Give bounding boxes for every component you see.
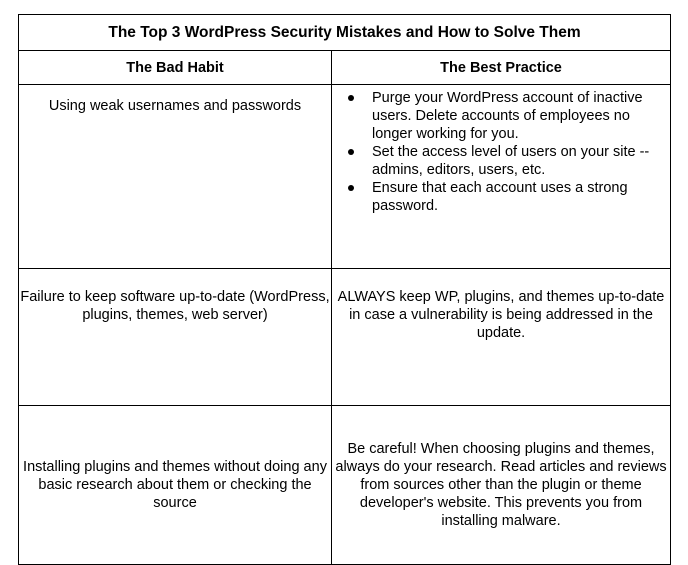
table-title: The Top 3 WordPress Security Mistakes and How to Solve Them bbox=[19, 15, 671, 51]
list-item bbox=[348, 143, 670, 179]
bad-habit-cell: Installing plugins and themes without doing any basic research about them or checking the source bbox=[19, 406, 332, 565]
table-row bbox=[19, 406, 671, 565]
bullet-icon bbox=[348, 185, 354, 191]
best-practice-list bbox=[332, 89, 670, 215]
list-item bbox=[348, 179, 670, 215]
table-header-row bbox=[19, 51, 671, 85]
best-practice-cell: ALWAYS keep WP, plugins, and themes up-to-date in case a vulnerability is being addressed in the update. bbox=[332, 269, 671, 406]
header-bad-habit: The Bad Habit bbox=[19, 51, 332, 85]
header-best-practice: The Best Practice bbox=[332, 51, 671, 85]
table-row bbox=[19, 85, 671, 269]
security-mistakes-table bbox=[18, 14, 671, 565]
table-title-row bbox=[19, 15, 671, 51]
best-practice-cell: Be careful! When choosing plugins and themes, always do your research. Read articles and reviews from sources other than the plugin or theme developer's website. This prevents you from installing malware. bbox=[332, 406, 671, 565]
bad-habit-cell: Using weak usernames and passwords bbox=[19, 85, 332, 269]
bullet-icon bbox=[348, 149, 354, 155]
list-item-text: Purge your WordPress account of inactive users. Delete accounts of employees no longer working for you. bbox=[372, 90, 643, 142]
best-practice-cell bbox=[332, 85, 671, 269]
table-row bbox=[19, 269, 671, 406]
bullet-icon bbox=[348, 95, 354, 101]
list-item-text: Ensure that each account uses a strong password. bbox=[372, 180, 628, 214]
bad-habit-cell: Failure to keep software up-to-date (WordPress, plugins, themes, web server) bbox=[19, 269, 332, 406]
list-item bbox=[348, 89, 670, 143]
list-item-text: Set the access level of users on your site -- admins, editors, users, etc. bbox=[372, 144, 650, 178]
